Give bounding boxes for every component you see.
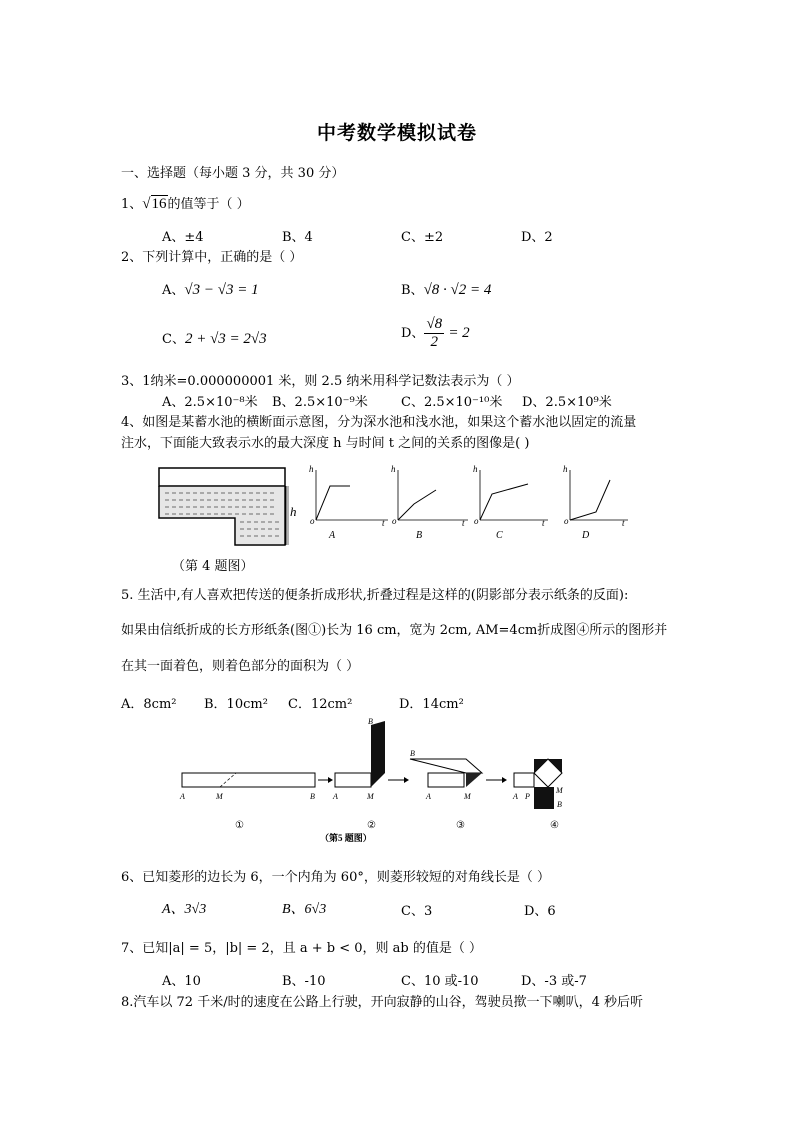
q1-number: 1、 <box>121 197 143 212</box>
question-1-stem <box>121 193 250 213</box>
question-5-line1: 5. 生活中,有人喜欢把传送的便条折成形状,折叠过程是这样的(阴影部分表示纸条的反面): <box>121 588 629 603</box>
q2-a-expr: √3 − √3 = 1 <box>184 282 259 298</box>
q5-option-a: A．8cm² <box>121 697 177 712</box>
q2-option-b <box>401 279 491 299</box>
graph-b-axis-t: t <box>462 518 465 528</box>
fig2-point-m: M <box>367 792 374 801</box>
q2-b-label: B、 <box>401 283 424 298</box>
q5-option-b: B．10cm² <box>204 697 268 712</box>
q2-c-label: C、 <box>162 332 185 347</box>
question-3-stem: 3、1纳米=0.000000001 米，则 2.5 纳米用科学记数法表示为（ ） <box>121 374 520 389</box>
fig1-point-b: B <box>310 792 315 801</box>
graph-d-axis-t: t <box>622 518 625 528</box>
fig4-point-p: P <box>525 792 530 801</box>
q6-option-a: A、3√3 <box>162 902 207 917</box>
graph-b-label: B <box>416 530 423 541</box>
question-7-stem: 7、已知|a| = 5，|b| = 2，且 a + b < 0，则 ab 的值是（ ） <box>121 941 482 956</box>
q2-c-expr: 2 + √3 = 2√3 <box>184 331 267 347</box>
q1-option-c: C、±2 <box>401 230 444 245</box>
q2-option-c <box>162 328 267 348</box>
q2-option-a <box>162 279 259 299</box>
graph-a-axis-t: t <box>382 518 385 528</box>
q1-option-a: A、±4 <box>162 230 204 245</box>
fig2-point-b: B <box>368 717 373 726</box>
graph-d-label: D <box>582 530 590 541</box>
q3-option-a: A、2.5×10⁻⁸米 <box>162 395 258 410</box>
q2-a-label: A、 <box>162 283 185 298</box>
q5-option-c: C．12cm² <box>288 697 353 712</box>
fig4-point-a: A <box>513 792 518 801</box>
fraction-denominator: 2 <box>430 334 439 350</box>
graph-c-label: C <box>496 530 503 541</box>
fig2-label: ② <box>367 820 376 831</box>
q2-d-rhs: = 2 <box>448 325 470 341</box>
q6-option-b: B、6√3 <box>282 902 327 917</box>
q2-d-label: D、 <box>401 326 425 341</box>
graph-b-origin: o <box>392 516 397 526</box>
fig4-point-b: B <box>557 800 562 809</box>
graph-b-axis-h: h <box>391 464 396 474</box>
q3-option-c: C、2.5×10⁻¹⁰米 <box>401 395 503 410</box>
fig1-point-m: M <box>216 792 223 801</box>
q6-option-d: D、6 <box>524 904 556 919</box>
graph-a-axis-h: h <box>309 464 314 474</box>
graph-a <box>309 464 388 541</box>
q1-option-d: D、2 <box>521 230 553 245</box>
graph-c-axis-h: h <box>473 464 478 474</box>
graph-d <box>563 464 628 541</box>
graph-b <box>391 464 468 541</box>
question-5-line2: 如果由信纸折成的长方形纸条(图①)长为 16 cm，宽为 2cm, AM=4cm折成图④所示的图形并 <box>121 623 668 638</box>
q2-option-d <box>401 316 470 351</box>
q2-b-expr: √8 · √2 = 4 <box>423 282 492 298</box>
q3-option-b: B、2.5×10⁻⁹米 <box>272 395 368 410</box>
q3-option-d: D、2.5×10⁹米 <box>522 395 612 410</box>
question-4-line1: 4、如图是某蓄水池的横断面示意图，分为深水池和浅水池，如果这个蓄水池以固定的流量 <box>121 415 637 430</box>
depth-label: h <box>290 504 297 519</box>
q5-caption: （第5 题图） <box>320 833 372 843</box>
q4-caption: （第 4 题图） <box>172 559 254 574</box>
fig3-point-a: A <box>426 792 431 801</box>
section-heading: 一、选择题（每小题 3 分，共 30 分） <box>121 166 345 181</box>
question-4-line2: 注水，下面能大致表示水的最大深度 h 与时间 t 之间的关系的图像是( ) <box>121 436 530 451</box>
fig1-point-a: A <box>180 792 185 801</box>
fig3-label: ③ <box>456 820 465 831</box>
fraction-numerator: √8 <box>426 316 443 332</box>
graph-c-origin: o <box>474 516 479 526</box>
graph-c-axis-t: t <box>542 518 545 528</box>
fig3-point-b: B <box>410 749 415 758</box>
question-5-line3: 在其一面着色，则着色部分的面积为（ ） <box>121 659 360 674</box>
fig4-label: ④ <box>550 820 559 831</box>
graph-a-label: A <box>329 530 336 541</box>
question-6-stem: 6、已知菱形的边长为 6，一个内角为 60°，则菱形较短的对角线长是（ ） <box>121 870 550 885</box>
reservoir-figure <box>150 460 650 550</box>
fig4-point-m: M <box>556 786 563 795</box>
fig1-label: ① <box>235 820 244 831</box>
question-8-stem: 8.汽车以 72 千米/时的速度在公路上行驶，开向寂静的山谷，驾驶员揿一下喇叭，4 秒后听 <box>121 995 643 1010</box>
fraction <box>424 316 444 351</box>
paper-folding-figure <box>170 715 590 845</box>
sqrt-expression: √16 <box>142 196 167 212</box>
graph-a-origin: o <box>310 516 315 526</box>
q7-option-d: D、-3 或-7 <box>521 974 587 989</box>
fig2-point-a: A <box>333 792 338 801</box>
graph-d-axis-h: h <box>563 464 568 474</box>
q7-option-b: B、-10 <box>282 974 326 989</box>
q5-option-d: D．14cm² <box>399 697 464 712</box>
question-2-stem: 2、下列计算中，正确的是（ ） <box>121 250 303 265</box>
page-title: 中考数学模拟试卷 <box>317 122 478 144</box>
graph-d-origin: o <box>564 516 569 526</box>
q1-radicand: 16 <box>151 196 167 212</box>
q6-option-c: C、3 <box>401 904 433 919</box>
q7-option-a: A、10 <box>162 974 201 989</box>
q1-option-b: B、4 <box>282 230 313 245</box>
q1-suffix: 的值等于（ ） <box>167 197 250 212</box>
q7-option-c: C、10 或-10 <box>401 974 479 989</box>
fig3-point-m: M <box>464 792 471 801</box>
graph-c <box>473 464 548 541</box>
